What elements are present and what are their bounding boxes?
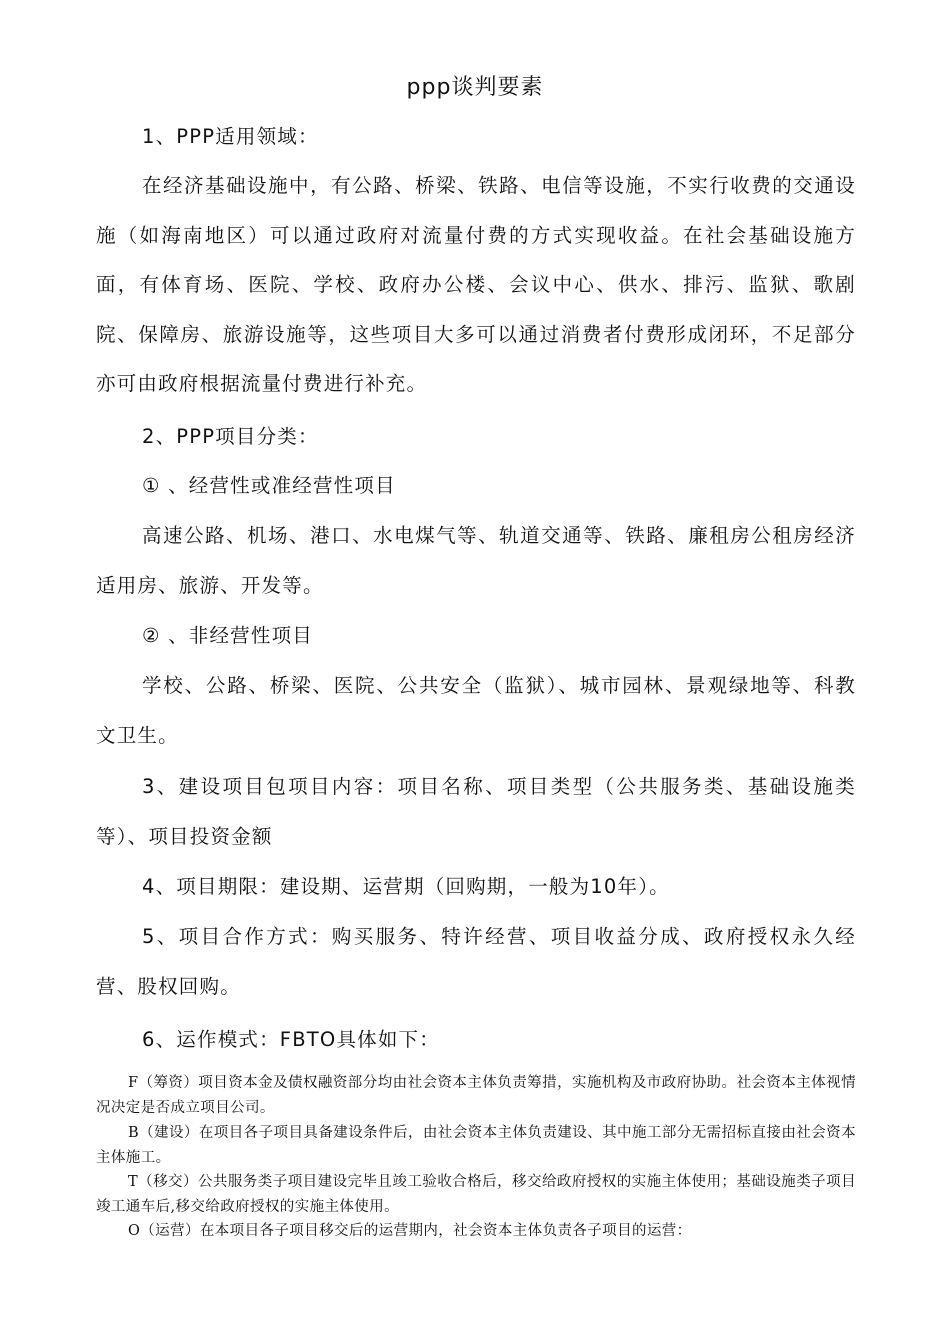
section-2-subheading-1: ① 、经营性或准经营性项目 bbox=[142, 474, 396, 497]
section-2-sub-1-body: 高速公路、机场、港口、水电煤气等、轨道交通等、铁路、廉租房公租房经济适用房、旅游、开发等。 bbox=[96, 524, 856, 597]
section-1-heading: 1、PPP适用领域： bbox=[142, 125, 319, 148]
section-6: 6、运作模式：FBTO具体如下： bbox=[142, 1028, 440, 1051]
document-title: ppp谈判要素 bbox=[406, 75, 544, 100]
section-2-sub-2-body: 学校、公路、桥梁、医院、公共安全（监狱）、城市园林、景观绿地等、科教文卫生。 bbox=[96, 674, 856, 747]
fbto-f-paragraph: F（筹资）项目资本金及债权融资部分均由社会资本主体负责筹措，实施机构及市政府协助。社会资本主体视情况决定是否成立项目公司。 bbox=[96, 1075, 856, 1116]
fbto-o-paragraph: O（运营）在本项目各子项目移交后的运营期内，社会资本主体负责各子项目的运营： bbox=[128, 1223, 692, 1239]
section-3: 3、建设项目包项目内容：项目名称、项目类型（公共服务类、基础设施类等）、项目投资金额 bbox=[96, 775, 856, 848]
section-2-subheading-2: ② 、非经营性项目 bbox=[142, 624, 313, 647]
fbto-b-paragraph: B（建设）在项目各子项目具备建设条件后，由社会资本主体负责建设、其中施工部分无需招标直接由社会资本主体施工。 bbox=[96, 1125, 856, 1166]
section-2-heading: 2、PPP项目分类： bbox=[142, 425, 319, 448]
section-1-body: 在经济基础设施中，有公路、桥梁、铁路、电信等设施，不实行收费的交通设施（如海南地区）可以通过政府对流量付费的方式实现收益。在社会基础设施方面，有体育场、医院、学校、政府办公楼、会议中心、供水、排污、监狱、歌剧院、保障房、旅游设施等，这些项目大多可以通过消费者付费形成闭环，不足部分亦可由政府根据流量付费进行补充。 bbox=[96, 174, 856, 395]
section-5: 5、项目合作方式：购买服务、特许经营、项目收益分成、政府授权永久经营、股权回购。 bbox=[96, 925, 856, 998]
fbto-t-paragraph: T（移交）公共服务类子项目建设完毕且竣工验收合格后，移交给政府授权的实施主体使用；基础设施类子项目竣工通车后,移交给政府授权的实施主体使用。 bbox=[96, 1174, 856, 1215]
section-4: 4、项目期限：建设期、运营期（回购期，一般为10年）。 bbox=[142, 875, 670, 898]
